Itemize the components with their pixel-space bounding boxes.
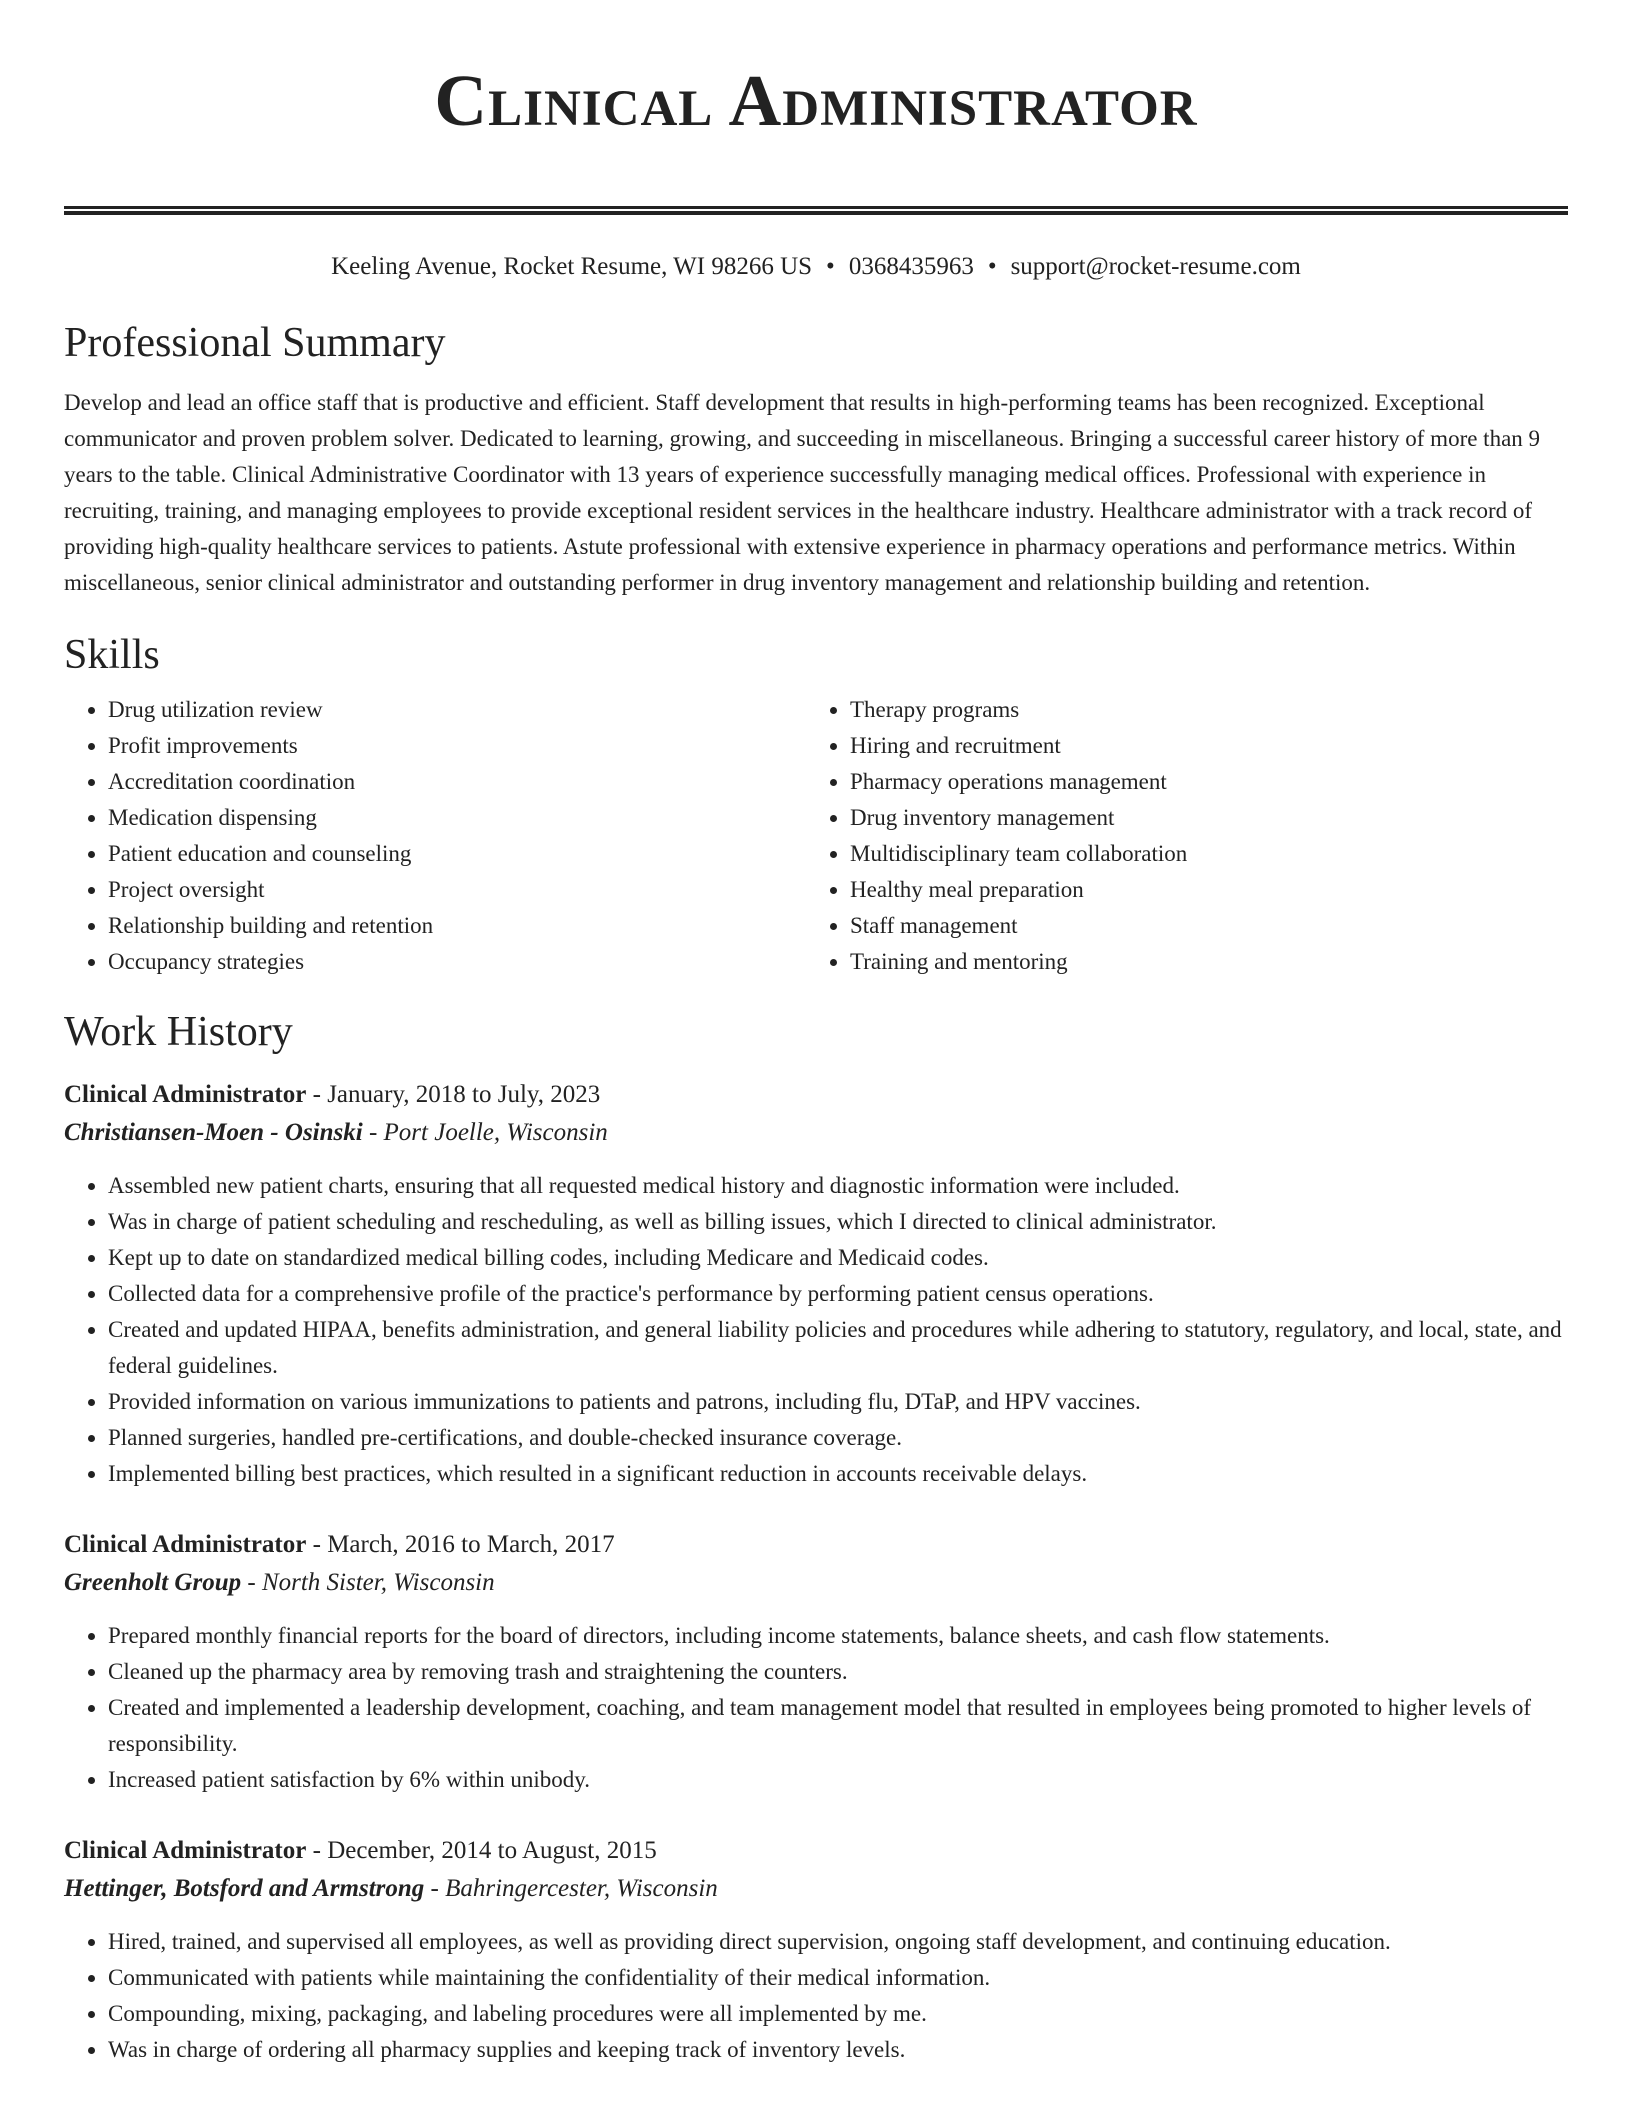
job-company-line: Christiansen-Moen - Osinski - Port Joelle, Wisconsin bbox=[64, 1119, 608, 1146]
job-bullets bbox=[64, 1618, 1568, 1798]
job-entry bbox=[64, 1832, 1568, 2068]
job-bullet: • Created and implemented a leadership development, coaching, and team management model that resulted in employees being promoted to higher levels of responsibility. bbox=[108, 1690, 1568, 1762]
skill-item: • Training and mentoring bbox=[850, 944, 1566, 980]
skill-item: • Multidisciplinary team collaboration bbox=[850, 836, 1566, 872]
job-company-line: Greenholt Group - North Sister, Wisconsin bbox=[64, 1569, 495, 1596]
skill-item: • Occupancy strategies bbox=[108, 944, 806, 980]
job-company: Greenholt Group bbox=[64, 1569, 242, 1596]
skills-heading: Skills bbox=[64, 632, 160, 678]
job-dates: March, 2016 to March, 2017 bbox=[327, 1531, 615, 1558]
skills-list-right bbox=[806, 692, 1566, 980]
skill-item: • Drug utilization review bbox=[108, 692, 806, 728]
contact-address: Keeling Avenue, Rocket Resume, WI 98266 US bbox=[331, 253, 813, 280]
job-dates: December, 2014 to August, 2015 bbox=[327, 1837, 657, 1864]
job-bullet: • Created and updated HIPAA, benefits administration, and general liability policies and procedures while adhering to statutory, regulatory, and local, state, and federal guidelines. bbox=[108, 1312, 1568, 1384]
job-bullet: • Collected data for a comprehensive profile of the practice's performance by performing patient census operations. bbox=[108, 1276, 1568, 1312]
job-company: Christiansen-Moen - Osinski bbox=[64, 1119, 363, 1146]
job-bullet: • Provided information on various immunizations to patients and patrons, including flu, DTaP, and HPV vaccines. bbox=[108, 1384, 1568, 1420]
contact-phone: 0368435963 bbox=[848, 253, 974, 280]
skill-item: • Profit improvements bbox=[108, 728, 806, 764]
header-divider bbox=[64, 206, 1568, 215]
job-company-line: Hettinger, Botsford and Armstrong - Bahringercester, Wisconsin bbox=[64, 1875, 718, 1902]
skill-item: • Patient education and counseling bbox=[108, 836, 806, 872]
skill-item: • Staff management bbox=[850, 908, 1566, 944]
job-title-line: Clinical Administrator - December, 2014 to August, 2015 bbox=[64, 1837, 657, 1864]
job-bullet: • Kept up to date on standardized medical billing codes, including Medicare and Medicaid codes. bbox=[108, 1240, 1568, 1276]
job-entry bbox=[64, 1076, 1568, 1492]
candidate-name: Clinical Administrator bbox=[434, 60, 1198, 141]
job-location: Port Joelle, Wisconsin bbox=[383, 1119, 608, 1146]
skill-item: • Drug inventory management bbox=[850, 800, 1566, 836]
job-title: Clinical Administrator bbox=[64, 1837, 307, 1864]
job-dates: January, 2018 to July, 2023 bbox=[327, 1081, 601, 1108]
contact-email: support@rocket-resume.com bbox=[1010, 253, 1301, 280]
job-bullets bbox=[64, 1924, 1568, 2068]
job-location: Bahringercester, Wisconsin bbox=[445, 1875, 718, 1902]
skill-item: • Accreditation coordination bbox=[108, 764, 806, 800]
job-bullet: • Implemented billing best practices, which resulted in a significant reduction in accounts receivable delays. bbox=[108, 1456, 1568, 1492]
job-bullet: • Cleaned up the pharmacy area by removing trash and straightening the counters. bbox=[108, 1654, 1568, 1690]
job-title-line: Clinical Administrator - March, 2016 to March, 2017 bbox=[64, 1531, 615, 1558]
skill-item: • Hiring and recruitment bbox=[850, 728, 1566, 764]
job-bullet: • Assembled new patient charts, ensuring that all requested medical history and diagnostic information were included. bbox=[108, 1168, 1568, 1204]
job-bullet: • Increased patient satisfaction by 6% within unibody. bbox=[108, 1762, 1568, 1798]
skill-item: • Relationship building and retention bbox=[108, 908, 806, 944]
job-bullet: • Was in charge of patient scheduling and rescheduling, as well as billing issues, which I directed to clinical administrator. bbox=[108, 1204, 1568, 1240]
contact-separator: • bbox=[987, 253, 997, 280]
job-bullet: • Hired, trained, and supervised all employees, as well as providing direct supervision, ongoing staff development, and continuing education. bbox=[108, 1924, 1568, 1960]
job-bullet: • Was in charge of ordering all pharmacy supplies and keeping track of inventory levels. bbox=[108, 2032, 1568, 2068]
summary-text: Develop and lead an office staff that is productive and efficient. Staff development that results in high-performing teams has been recognized. Exceptional communicator and proven problem solver. Dedicated to learning, growing, and succeeding in miscellaneous. Bringing a successful career history of more than 9 years to the table. Clinical Administrative Coordinator with 13 years of experience successfully managing medical offices. Professional with experience in recruiting, training, and managing employees to provide exceptional resident services in the healthcare industry. Healthcare administrator with a track record of providing high-quality healthcare services to patients. Astute professional with extensive experience in pharmacy operations and performance metrics. Within miscellaneous, senior clinical administrator and outstanding performer in drug inventory management and relationship building and retention. bbox=[64, 390, 1541, 595]
skill-item: • Therapy programs bbox=[850, 692, 1566, 728]
work-history-heading: Work History bbox=[64, 1009, 293, 1055]
skill-item: • Healthy meal preparation bbox=[850, 872, 1566, 908]
summary-heading: Professional Summary bbox=[64, 320, 446, 366]
skill-item: • Project oversight bbox=[108, 872, 806, 908]
job-bullet: • Communicated with patients while maintaining the confidentiality of their medical information. bbox=[108, 1960, 1568, 1996]
job-title: Clinical Administrator bbox=[64, 1081, 307, 1108]
contact-line bbox=[64, 251, 1568, 283]
job-entry bbox=[64, 1526, 1568, 1798]
contact-separator: • bbox=[826, 253, 835, 280]
job-bullet: • Planned surgeries, handled pre-certifications, and double-checked insurance coverage. bbox=[108, 1420, 1568, 1456]
job-bullet: • Prepared monthly financial reports for the board of directors, including income statements, balance sheets, and cash flow statements. bbox=[108, 1618, 1568, 1654]
skills-list-left bbox=[64, 692, 806, 980]
job-location: North Sister, Wisconsin bbox=[261, 1569, 495, 1596]
job-bullet: • Compounding, mixing, packaging, and labeling procedures were all implemented by me. bbox=[108, 1996, 1568, 2032]
job-company: Hettinger, Botsford and Armstrong bbox=[64, 1875, 425, 1902]
job-bullets bbox=[64, 1168, 1568, 1492]
job-title-line: Clinical Administrator - January, 2018 to July, 2023 bbox=[64, 1081, 601, 1108]
skill-item: • Medication dispensing bbox=[108, 800, 806, 836]
job-title: Clinical Administrator bbox=[64, 1531, 307, 1558]
skill-item: • Pharmacy operations management bbox=[850, 764, 1566, 800]
skills-columns bbox=[64, 692, 1568, 980]
